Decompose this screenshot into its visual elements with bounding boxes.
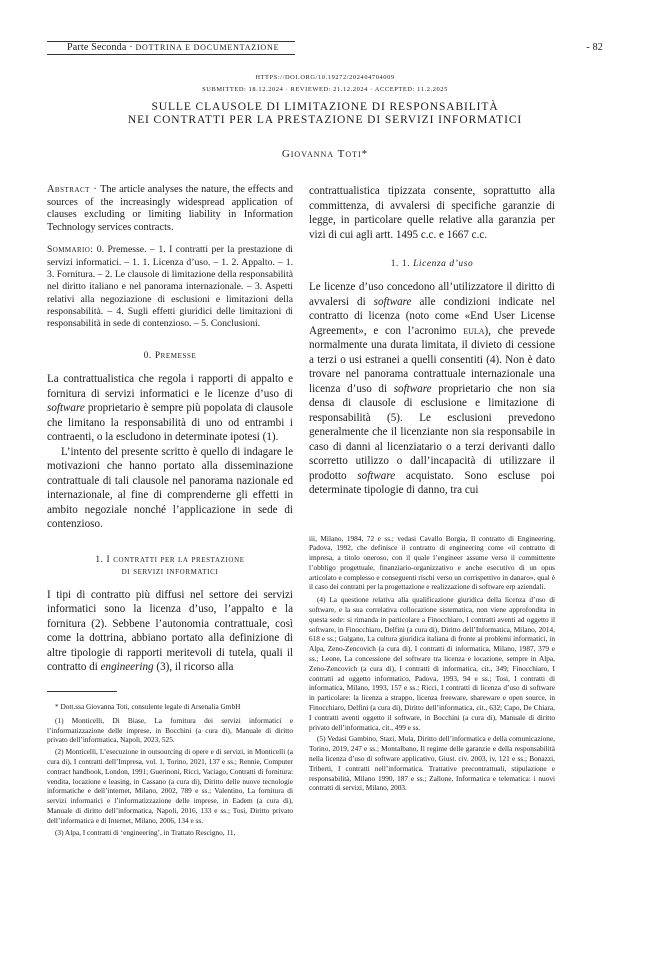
title-line-1: SULLE CLAUSOLE DI LIMITAZIONE DI RESPONSABILITÀ [151,101,499,113]
summary-label: Sommario: [47,244,94,256]
footnotes-right [309,534,555,794]
footnote-star: * Dott.ssa Giovanna Toti, consulente legale di Arsenalia GmbH [55,701,241,711]
text-run-italic: software [393,382,432,395]
section-1-1-heading [309,258,555,270]
doi-link[interactable]: HTTPS://DOI.ORG/10.19272/202404704009 [255,74,395,81]
page-number: - 82 [586,42,603,53]
section-1-heading-line-1: 1. I contratti per la prestazione [95,554,245,565]
footnote-2: (2) Monticelli, L’esecuzione in outsourcing di opere e di servizi, in Monticelli (a cura di), I contratti dell’Impresa, vol. 1, Torino, 2021, 137 e ss.; Rennie, Computer contract handbook, London, 1991; Guerinoni, Ricci, Vaciago, Contratti di fornitura: vendita, locazione e leasing, in Cassano (a cura di), Diritto delle nuove tecnologie informatiche e dell’internet, Milano, 2002, 789 e ss.; Valentino, La fornitura di servizi informatici e l’informatizzazione delle imprese, in Eadem (a cura di), Manuale di diritto dell’informatica, Napoli, 2016, 133 e ss.; Tosi, Diritto privato dell’informatica e di Internet, Milano, 2006, 134 e ss. [47,747,293,825]
summary [47,244,293,330]
footnotes-left [47,702,293,837]
running-head-title [67,42,279,53]
summary-text: 0. Premesse. – 1. I contratti per la prestazione di servizi informatici. – 1. 1. Licenza d’uso. – 1. 2. Appalto. – 1. 3. Fornitura. – 2. Le clausole di limitazione della responsabilità nel diritto italiano e nel panorama internazionale. – 3. Aspetti relativi alla negoziazione di esclusioni e limitazioni della responsabilità. – 4. Sugli effetti giuridici delle limitazioni di responsabilità in sede di contenzioso. – 5. Conclusioni. [47,244,293,330]
header-section: DOTTRINA E DOCUMENTAZIONE [135,43,280,52]
text-run: proprietario che non sia densa di clausole di esclusione e limitazione di responsabilità (5). Le esclusioni prevedono generalmente che il licenziante non sia responsabile in caso di danni al licenziatario o a terzi derivanti dallo scorretto utilizzo o dall’incapacità di utilizzare il prodotto [309,382,555,482]
section-0-paragraph-2: L’intento del presente scritto è quello di indagare le motivazioni che hanno portato alla disseminazione contrattuale di tali clausole nel panorama nazionale ed internazionale, al fine di comprenderne gli effetti in ambito negoziale nonché l’applicazione in sede di contenzioso. [47,445,293,531]
section-0-paragraph-1 [47,372,293,445]
section-1-1-paragraph-1 [309,280,555,498]
footnote-separator [47,691,117,692]
text-run-smallcaps: eula [463,324,485,337]
author-name: Giovanna Toti* [281,148,369,160]
text-run: Le licenze d’uso concedono all’utilizzatore il diritto di avvalersi di [309,281,555,308]
text-run: ), che prevede normalmente una durata limitata, il divieto di cessione a terzi o usi estranei a quelli consentiti (4). Non è dato trovare nel panorama contrattuale internazionale una licenza d’uso di [309,324,555,395]
section-0-heading: 0. Premesse [143,351,197,362]
footnote-3-continued: iii, Milano, 1984, 72 e ss.; vedasi Cavallo Borgia, Il contratto di Engineering, Padova, 1992, che definisce il contratto di engineering come «il contratto di impresa, a titolo oneroso, con il quale l’engineer assume verso il committente l’obbligo progettuale, finanziario-organizzativo e anche esecutivo di un opus articolato e complesso e conseguenti rischi verso un corrispettivo in danaro», qual è il caso dei contratti per la progettazione e realizzazione di software erp aziendali. [309,533,555,592]
header-part: Parte Seconda · [67,42,133,53]
text-run: acquistato. Sono escluse poi determinate tipologie di danno, tra cui [309,469,555,496]
right-paragraph-continued: contrattualistica tipizzata consente, soprattutto alla committenza, di avvalersi di specifiche garanzie di legge, in particolare quelle relative alla garanzia per vizi di cui agli artt. 1495 c.c. e 1667 c.c. [309,185,555,241]
text-run: alle condizioni indicate nel contratto di licenza (noto come «End User License Agreement», e con l’acronimo [309,295,555,337]
footnote-1: (1) Monticelli, Di Biase, La fornitura dei servizi informatici e l’informatizzazione delle imprese, in Bocchini (a cura di), Manuale di diritto privato dell’informatica, Napoli, 2023, 525. [47,715,293,745]
abstract-label: Abstract · [47,184,98,195]
abstract-text: The article analyses the nature, the effects and sources of the increasingly widespread application of clauses excluding or limiting liability in Information Technology services contracts. [47,184,293,233]
left-column [47,184,293,837]
section-1-paragraph-1 [47,588,293,675]
text-run: La contrattualistica che regola i rapporti di appalto e fornitura di servizi informatici e le licenze d’uso di [47,373,293,400]
footnote-5: (5) Vedasi Gambino, Stazi, Mula, Diritto dell’informatica e della comunicazione, Torino, 2019, 247 e ss.; Montalbano, Il regime delle garanzie e della responsabilità nella licenza d’uso di software applicativo, Giust. civ. 2003, iv, 121 e ss.; Bonazzi, Triberti, I contratti nell’informatica. Trattative precontrattuali, stipulazione e responsabilità, Milano 1990, 187 e ss.; Zallone, Informatica e telematica: i nuovi contratti di servizi, Milano, 2003. [309,734,555,793]
footnote-4: (4) La questione relativa alla qualificazione giuridica della licenza d’uso di software, e la sua correlativa collocazione sistematica, non viene approfondita in questa sede: si rimanda in particolare a Finocchiaro, I contratti aventi ad oggetto il software, in Finocchiaro, Delfini (a cura di), Diritto dell’Informatica, Milano, 2014, 618 e ss.; Galgano, La cultura giuridica italiana di fronte ai problemi informatici, in Alpa, Zeno-Zencovich (a cura di), I contratti di informatica, Milano, 1987, 379 e ss.; Leone, La concessione del software tra licenza e locazione, sempre in Alpa, Zeno-Zencovich (a cura di), I contratti di informatica, cit., 349; Finocchiaro, I contratti ad oggetto informatico, Padova, 1993, 94 e ss.; Tosi, I contratti di informatica, Milano, 1993, 157 e ss.; Ricci, I contratti di licenza d’uso di software in particolare: la licenza a strappo, licenza freeware, shareware e open source, in Finocchiaro, Delfini (a cura di), Diritto dell’informatica, cit., 632; Capo, De Chiara, I contratti aventi oggetto il software, in Bocchini (a cura di), Manuale di diritto privato dell’informatica, cit., 499 e ss. [309,595,555,732]
text-run: (3), il ricorso alla [153,661,234,674]
title-line-2: NEI CONTRATTI PER LA PRESTAZIONE DI SERVIZI INFORMATICI [127,114,523,126]
footnote-3: (3) Alpa, I contratti di ‘engineering’, in Trattato Rescigno, 11, [55,827,236,837]
section-1-heading [47,554,293,578]
text-run: proprietario è sempre più popolata di clausole che limitano la responsabilità di uno od entrambi i contraenti, o la escludono in determinate ipotesi (1). [47,402,293,444]
submission-dates: SUBMITTED: 18.12.2024 · REVIEWED: 21.12.2024 · ACCEPTED: 11.2.2025 [202,86,448,93]
section-1-heading-line-2: di servizi informatici [121,566,219,577]
text-run-italic: software [47,402,85,415]
right-column [309,184,555,793]
abstract [47,184,293,234]
article-title [60,101,590,127]
section-1-1-number: 1. 1. [390,259,414,269]
header-rule-bottom [47,54,295,55]
section-1-1-title: Licenza d’uso [413,259,474,269]
text-run-italic: software [357,469,396,482]
text-run-italic: engineering [100,661,154,674]
text-run-italic: software [373,295,412,308]
text-run: I tipi di contratto più diffusi nel settore dei servizi informatici sono la licenza d’uso, l’appalto e la fornitura (2). Sebbene l’autonomia contrattuale, così come la dottrina, abbiano portato alla definizione di altre tipologie di rapporti meritevoli di tutela, quali il contratto di [47,588,293,674]
